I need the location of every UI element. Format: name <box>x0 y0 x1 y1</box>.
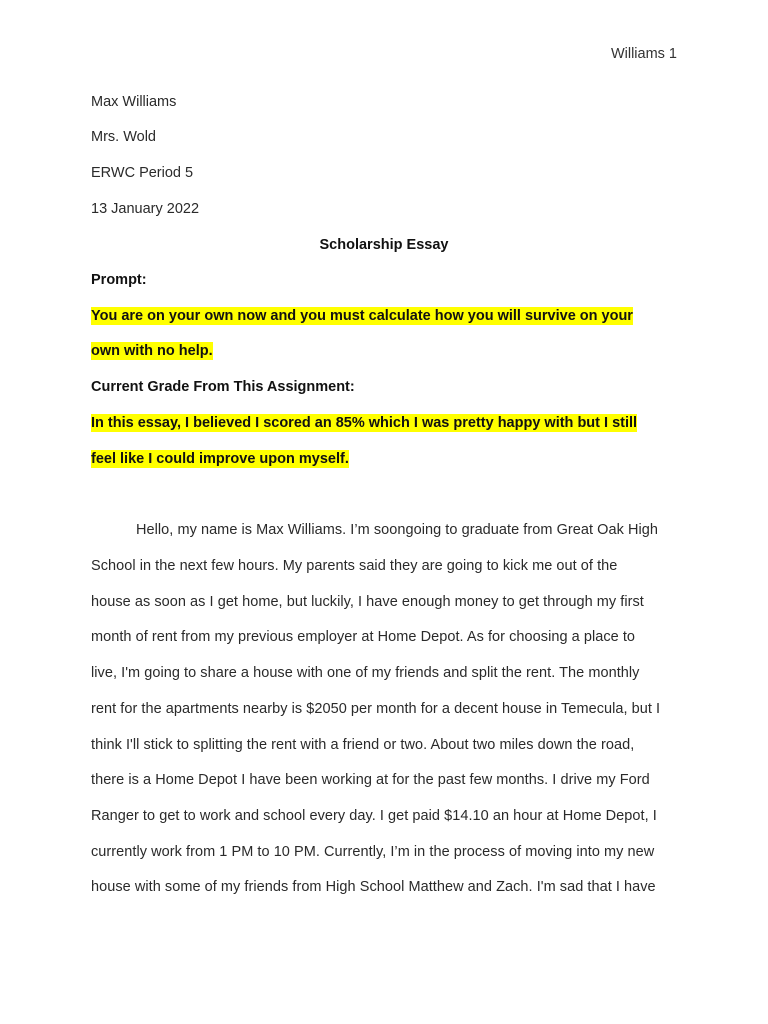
body-line-11: house with some of my friends from High School Matthew and Zach. I'm sad that I have <box>91 879 656 895</box>
prompt-highlight-2: own with no help. <box>91 343 213 359</box>
student-name: Max Williams <box>91 94 177 110</box>
grade-highlight-1: In this essay, I believed I scored an 85% which I was pretty happy with but I still <box>91 415 638 431</box>
prompt-line-1 <box>91 308 633 324</box>
grade-line-1 <box>91 415 637 431</box>
grade-highlight-2: feel like I could improve upon myself. <box>91 451 349 467</box>
prompt-line-2 <box>91 343 213 359</box>
body-line-8: there is a Home Depot I have been working at for the past few months. I drive my Ford <box>91 772 650 788</box>
grade-label: Current Grade From This Assignment: <box>91 379 355 395</box>
prompt-label: Prompt: <box>91 272 147 288</box>
body-line-5: live, I'm going to share a house with one of my friends and split the rent. The monthly <box>91 665 640 681</box>
body-line-3: house as soon as I get home, but luckily, I have enough money to get through my first <box>91 594 644 610</box>
body-line-2: School in the next few hours. My parents said they are going to kick me out of the <box>91 558 618 574</box>
body-line-4: month of rent from my previous employer at Home Depot. As for choosing a place to <box>91 629 636 645</box>
page-header-label: Williams 1 <box>610 46 677 62</box>
teacher-name: Mrs. Wold <box>91 129 156 145</box>
body-line-1: Hello, my name is Max Williams. I’m soongoing to graduate from Great Oak High <box>136 522 659 538</box>
prompt-highlight-1: You are on your own now and you must calculate how you will survive on your <box>91 308 633 324</box>
grade-line-2 <box>91 451 349 467</box>
essay-title: Scholarship Essay <box>319 237 449 253</box>
class-period: ERWC Period 5 <box>91 165 194 181</box>
essay-date: 13 January 2022 <box>91 201 200 217</box>
body-line-10: currently work from 1 PM to 10 PM. Currently, I’m in the process of moving into my new <box>91 844 655 860</box>
body-line-9: Ranger to get to work and school every day. I get paid $14.10 an hour at Home Depot, I <box>91 808 657 824</box>
body-line-6: rent for the apartments nearby is $2050 per month for a decent house in Temecula, but I <box>91 701 661 717</box>
body-line-7: think I'll stick to splitting the rent with a friend or two. About two miles down the road, <box>91 737 635 753</box>
